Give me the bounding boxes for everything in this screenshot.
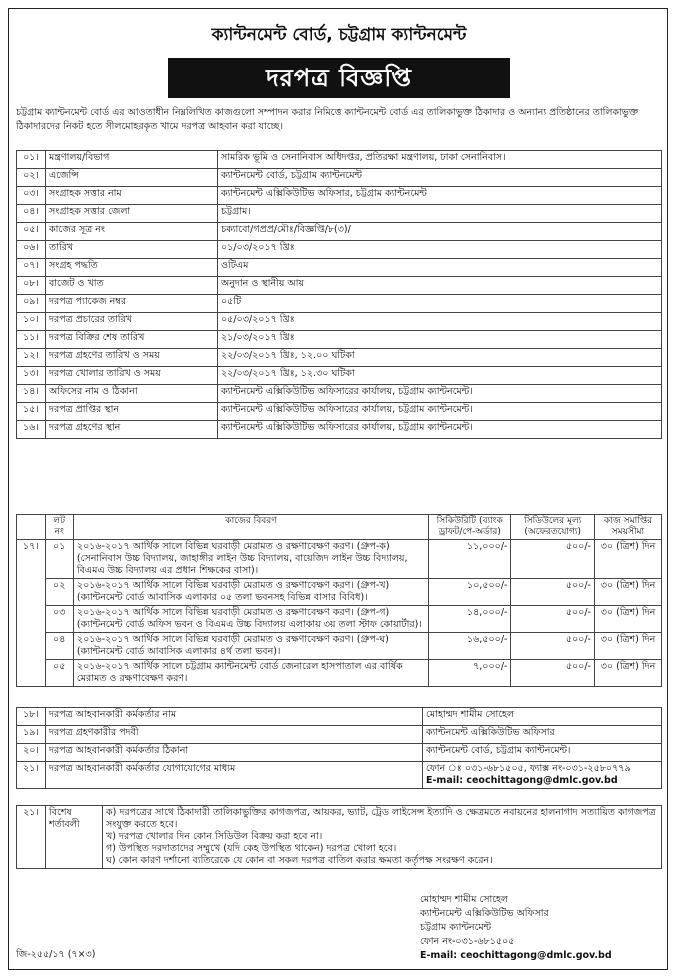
info-row-value: ক্যান্টনমেন্ট এক্সিকিউটিভ অফিসার, চট্টগ্রাম ক্যান্টনমেন্ট xyxy=(218,187,662,205)
contact-row-label: দরপত্র আহবানকারী কর্মকর্তার যোগাযোগের মাধ্যম xyxy=(46,762,423,789)
info-row-value: ক্যান্টনমেন্ট এক্সিকিউটিভ অফিসারের কার্যালয়, চট্টগ্রাম ক্যান্টনমেন্ট। xyxy=(218,385,662,403)
lots-row-no-header xyxy=(17,515,46,540)
info-row xyxy=(17,403,662,421)
lot-description: ২০১৬-২০১৭ আর্থিক সালে বিভিন্ন ঘরবাড়ী মেরামত ও রক্ষণাবেক্ষণ করণ। (গ্রুপ-গ) (ক্যান্টনমেন্ট বোর্ড অফিস ভবন ও বিএমএ উচ্চ বিদ্যালয় এলাকায় ৩য় তলা স্টাফ কোয়ার্টার)। xyxy=(73,606,428,633)
contact-row-value xyxy=(423,744,662,762)
info-row-value: চক্যাবো/গপ্রপ্র/মৌঃ/বিজ্ঞপ্তি/৮(৩)/ xyxy=(218,223,662,241)
contact-row-value xyxy=(423,708,662,726)
contact-row-label: দরপত্র আহবানকারী কর্মকর্তার নাম xyxy=(46,708,423,726)
info-row-label: দরপত্র বিক্রির শেষ তারিখ xyxy=(46,331,218,349)
signatory-place: চট্টগ্রাম ক্যান্টনমেন্ট xyxy=(420,922,492,933)
contact-value-text: ক্যান্টনমেন্ট বোর্ড, চট্টগ্রাম ক্যান্টনমেন্ট। xyxy=(426,745,571,756)
contact-row-value xyxy=(423,762,662,789)
info-row-number: ০৪। xyxy=(17,205,46,223)
contact-value-text: ক্যান্টনমেন্ট এক্সিকিউটিভ অফিসার xyxy=(426,727,555,738)
lot-description: ২০১৬-২০১৭ আর্থিক সালে বিভিন্ন ঘরবাড়ী মেরামত ও রক্ষণাবেক্ষণ করণ। (গ্রুপ-ক) (সেনানিবাস উচ্চ বিদ্যালয়, জাহাঙ্গীর লাইন উচ্চ বিদ্যালয়, বায়েজিদ লাইন উচ্চ বিদ্যালয়, বিএমএ উচ্চ বিদ্যালয় এর প্রধান শিক্ষকের বাসা)। xyxy=(73,540,428,579)
contact-row-value xyxy=(423,726,662,744)
lot-completion-time: ৩০ (ত্রিশ) দিন xyxy=(594,579,661,606)
lot-description: ২০১৬-২০১৭ আর্থিক সালে চট্টগ্রাম ক্যান্টনমেন্ট বোর্ড জেনারেল হাসপাতাল এর বার্ষিক মেরামত ও রক্ষণাবেক্ষণ করণ। xyxy=(73,660,428,687)
signatory-phone: ফোন নং-০৩১-৬৮১৫০৫ xyxy=(420,936,515,947)
lot-no-header: লট নং xyxy=(45,515,73,540)
lot-security: ১১,০০০/- xyxy=(429,540,511,579)
info-row xyxy=(17,205,662,223)
lot-row xyxy=(17,579,662,606)
info-row xyxy=(17,313,662,331)
contact-row xyxy=(17,726,662,744)
info-row-number: ০৮। xyxy=(17,277,46,295)
info-row-value: ২২/০৩/২০১৭ খ্রিঃ, ১২.৩০ ঘটিকা xyxy=(218,367,662,385)
contact-email: E-mail: ceochittagong@dmlc.gov.bd xyxy=(426,775,618,786)
signatory-designation: ক্যান্টনমেন্ট এক্সিকিউটিভ অফিসার xyxy=(420,908,549,919)
lot-row xyxy=(17,606,662,633)
info-row xyxy=(17,277,662,295)
lot-schedule-price: ৫০০/- xyxy=(511,660,595,687)
lot-completion-time: ৩০ (ত্রিশ) দিন xyxy=(594,606,661,633)
lot-description: ২০১৬-২০১৭ আর্থিক সালে বিভিন্ন ঘরবাড়ী মেরামত ও রক্ষণাবেক্ষণ করণ। (গ্রুপ-খ) (ক্যান্টনমেন্ট বোর্ড আবাসিক এলাকার ০৫ তলা ভবনসহ বিভিন্ন বাসার বিবিধ)। xyxy=(73,579,428,606)
contact-row-number: ২১। xyxy=(17,762,46,789)
lot-completion-time: ৩০ (ত্রিশ) দিন xyxy=(594,633,661,660)
signatory-email: E-mail: ceochittagong@dmlc.gov.bd xyxy=(420,950,612,961)
info-row-label: সংগ্রহ পদ্ধতি xyxy=(46,259,218,277)
info-row-value: ০১/০৩/২০১৭ খ্রিঃ xyxy=(218,241,662,259)
info-row-number: ০১। xyxy=(17,151,46,169)
contact-value-text: ফোন ঃ ০৩১-৬৮১৫০৫, ফ্যাক্স নং-০৩১-২৫৮০৭৭৯ xyxy=(426,763,631,774)
info-row-number: ১৬। xyxy=(17,421,46,439)
info-row xyxy=(17,349,662,367)
lot-row xyxy=(17,633,662,660)
special-no: ২১। xyxy=(17,806,46,869)
info-row-number: ১১। xyxy=(17,331,46,349)
info-row-number: ০২। xyxy=(17,169,46,187)
special-conditions-table xyxy=(16,805,662,869)
lots-header-row xyxy=(17,515,662,540)
time-header: কাজ সমাপ্তির সময়সীমা xyxy=(594,515,661,540)
info-row-label: দরপত্র খোলার তারিখ ও সময় xyxy=(46,367,218,385)
info-row xyxy=(17,259,662,277)
lot-security: ১৪,০০০/- xyxy=(429,606,511,633)
info-row-label: সংগ্রাহক সত্তার জেলা xyxy=(46,205,218,223)
intro-paragraph: চট্টগ্রাম ক্যান্টনমেন্ট বোর্ড এর আওতাধীন নিম্নলিখিত কাজগুলো সম্পাদন করার নিমিত্তে ক্যান্টনমেন্ট বোর্ড এর তালিকাভুক্ত ঠিকাদার ও অন্যান্য প্রতিষ্ঠানের তালিকাভুক্ত ঠিকাদারদের নিকট হতে সীলমোহরকৃত খামে দরপত্র আহবান করা যাচ্ছে। xyxy=(16,107,639,132)
info-row-label: দরপত্র প্রাপ্তির স্থান xyxy=(46,403,218,421)
info-row-label: সংগ্রাহক সত্তার নাম xyxy=(46,187,218,205)
info-row-label: দরপত্র গ্রহণের স্থান xyxy=(46,421,218,439)
info-row-label: বাজেট ও খাত xyxy=(46,277,218,295)
info-row-label: এজেন্সি xyxy=(46,169,218,187)
lots-row-number: ১৭। xyxy=(17,540,46,687)
info-row-value: চট্টগ্রাম। xyxy=(218,205,662,223)
desc-header: কাজের বিবরণ xyxy=(73,515,428,540)
info-row-number: ০৭। xyxy=(17,259,46,277)
info-row-number: ১২। xyxy=(17,349,46,367)
info-row xyxy=(17,151,662,169)
info-row-value: অনুদান ও স্থানীয় আয় xyxy=(218,277,662,295)
price-header: সিডিউলের মূল্য (অফেরতযোগ্য) xyxy=(511,515,595,540)
contact-row xyxy=(17,762,662,789)
info-row xyxy=(17,421,662,439)
lots-table xyxy=(16,514,662,687)
info-row-value: ক্যান্টনমেন্ট এক্সিকিউটিভ অফিসারের কার্যালয়, চট্টগ্রাম ক্যান্টনমেন্ট। xyxy=(218,403,662,421)
info-row-number: ১৪। xyxy=(17,385,46,403)
info-row-number: ০৯। xyxy=(17,295,46,313)
info-row-label: অফিসের নাম ও ঠিকানা xyxy=(46,385,218,403)
info-row-number: ১০। xyxy=(17,313,46,331)
contact-row-number: ১৯। xyxy=(17,726,46,744)
lot-number: ০২ xyxy=(45,579,73,606)
special-item: ক) দরপত্রের সাথে ঠিকাদারী তালিকাভুক্তির কাগজপত্র, আয়কর, ভ্যাট, ট্রেড লাইসেন্স ইত্যাদি ও ক্ষেত্রমতে নবায়নের হালনাগাদ সত্যায়িত কাগজপত্র সংযুক্ত করতে হবে। xyxy=(106,807,656,830)
info-row xyxy=(17,241,662,259)
info-row-value: ২১/০৩/২০১৭ খ্রিঃ xyxy=(218,331,662,349)
info-row-value: ক্যান্টনমেন্ট এক্সিকিউটিভ অফিসারের কার্যালয়, চট্টগ্রাম ক্যান্টনমেন্ট। xyxy=(218,421,662,439)
lot-number: ০১ xyxy=(45,540,73,579)
info-row-number: ০৩। xyxy=(17,187,46,205)
info-row-value: ০৫টি xyxy=(218,295,662,313)
lot-number: ০৩ xyxy=(45,606,73,633)
contact-row-number: ২০। xyxy=(17,744,46,762)
info-row xyxy=(17,187,662,205)
lot-number: ০৫ xyxy=(45,660,73,687)
lot-schedule-price: ৫০০/- xyxy=(511,606,595,633)
security-header: সিকিউরিটি (ব্যাংক ড্রাফট/পে-অর্ডার) xyxy=(429,515,511,540)
info-table xyxy=(16,150,662,439)
info-row-label: কাজের সূত্র নং xyxy=(46,223,218,241)
contact-row xyxy=(17,744,662,762)
info-row-label: দরপত্র গ্রহণের তারিখ ও সময় xyxy=(46,349,218,367)
special-label: বিশেষ শর্তাবলী xyxy=(46,806,103,869)
contact-row-label: দরপত্র আহবানকারী কর্মকর্তার ঠিকানা xyxy=(46,744,423,762)
info-row xyxy=(17,367,662,385)
footer-code: জি-২৫৫/১৭ (৭×৩) xyxy=(16,949,96,960)
info-row-label: তারিখ xyxy=(46,241,218,259)
special-item: গ) উপস্থিত দরদাতাদের সম্মুখে (যদি কেহ উপস্থিত থাকেন) দরপত্র খোলা হবে। xyxy=(106,843,397,854)
info-row xyxy=(17,295,662,313)
lot-completion-time: ৩০ (ত্রিশ) দিন xyxy=(594,660,661,687)
lot-row xyxy=(17,660,662,687)
info-row-value: ০৫/০৩/২০১৭ খ্রিঃ xyxy=(218,313,662,331)
lot-security: ১০,৫০০/- xyxy=(429,579,511,606)
lot-schedule-price: ৫০০/- xyxy=(511,540,595,579)
info-row xyxy=(17,169,662,187)
info-row-value: ২২/০৩/২০১৭ খ্রিঃ, ১২.০০ ঘটিকা xyxy=(218,349,662,367)
special-item: ঘ) কোন কারণ দর্শানো ব্যতিরেকে যে কোন বা সকল দরপত্র বাতিল করার ক্ষমতা কর্তৃপক্ষ সংরক্ষণ করেন। xyxy=(106,855,493,866)
contact-row-number: ১৮। xyxy=(17,708,46,726)
info-row-number: ১৫। xyxy=(17,403,46,421)
info-row-label: মন্ত্রণালয়/বিভাগ xyxy=(46,151,218,169)
contact-table xyxy=(16,707,662,789)
contact-row-label: দরপত্র গ্রহণকারীর পদবী xyxy=(46,726,423,744)
lot-security: ১৬,৫০০/- xyxy=(429,633,511,660)
info-row-value: ক্যান্টনমেন্ট বোর্ড, চট্টগ্রাম ক্যান্টনমেন্ট xyxy=(218,169,662,187)
info-row-label: দরপত্র প্যাকেজ নম্বর xyxy=(46,295,218,313)
signature-block xyxy=(420,893,660,963)
info-row-number: ০৬। xyxy=(17,241,46,259)
info-row xyxy=(17,385,662,403)
info-row-number: ১৩। xyxy=(17,367,46,385)
signatory-name: মোহাম্মদ শামীম সোহেল xyxy=(420,894,509,905)
lot-completion-time: ৩০ (ত্রিশ) দিন xyxy=(594,540,661,579)
contact-row xyxy=(17,708,662,726)
tender-banner: দরপত্র বিজ্ঞপ্তি xyxy=(168,58,510,98)
special-item: খ) দরপত্র খোলার দিন কোন সিডিউল বিক্রয় করা হবে না। xyxy=(106,831,323,842)
info-row-value: সামরিক ভূমি ও সেনানিবাস অধিদপ্তর, প্রতিরক্ষা মন্ত্রণালয়, ঢাকা সেনানিবাস। xyxy=(218,151,662,169)
lot-number: ০৪ xyxy=(45,633,73,660)
lot-row xyxy=(17,540,662,579)
page-title: ক্যান্টনমেন্ট বোর্ড, চট্টগ্রাম ক্যান্টনমেন্ট xyxy=(211,25,467,45)
info-row xyxy=(17,331,662,349)
special-items xyxy=(103,806,662,869)
lot-security: ৭,০০০/- xyxy=(429,660,511,687)
lot-description: ২০১৬-২০১৭ আর্থিক সালে বিভিন্ন ঘরবাড়ী মেরামত ও রক্ষণাবেক্ষণ করণ। (গ্রুপ-ঘ) (ক্যান্টনমেন্ট বোর্ড আবাসিক এলাকার ৪র্থ তলা ভবন)। xyxy=(73,633,428,660)
info-row-value: ওটিএম xyxy=(218,259,662,277)
lot-schedule-price: ৫০০/- xyxy=(511,633,595,660)
lot-schedule-price: ৫০০/- xyxy=(511,579,595,606)
info-row-number: ০৫। xyxy=(17,223,46,241)
contact-value-text: মোহাম্মদ শামীম সোহেল xyxy=(426,709,515,720)
info-row-label: দরপত্র প্রচারের তারিখ xyxy=(46,313,218,331)
info-row xyxy=(17,223,662,241)
